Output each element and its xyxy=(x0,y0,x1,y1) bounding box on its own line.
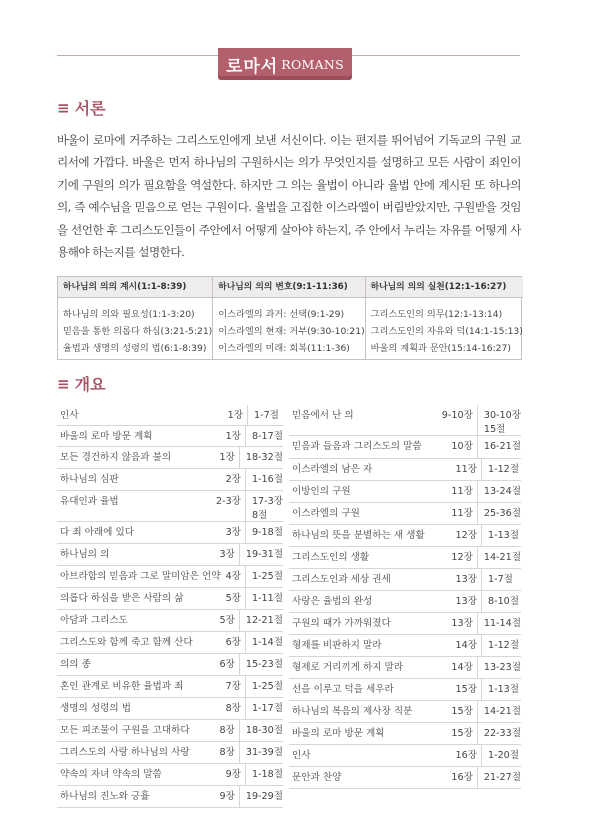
outline-verses: 11-14절 xyxy=(483,618,521,629)
outline-row xyxy=(57,522,283,544)
theme-header: 하나님의 의의 실천(12:1-16:27) xyxy=(366,277,523,298)
outline-chapter: 12장 xyxy=(441,547,478,568)
outline-row xyxy=(57,610,283,632)
intro-paragraph: 바울이 로마에 거주하는 그리스도인에게 보낸 서신이다. 이는 편지를 뛰어넘어 기독교의 구원 교리서에 가깝다. 바울은 먼저 하나님의 구원하시는 의가 무엇인지를 설명하고 모든 사람이 죄인이기에 구원의 의가 필요함을 역설한다. 하지만 그 의는 율법이 아니라 율법 안에 계시된 또 하나의 의, 즉 예수님을 믿음으로 얻는 구원이다. 율법을 고집한 이스라엘이 버림받았지만, 구원받을 것임을 선언한 후 그리스도인들이 주안에서 어떻게 살아야 하는지, 주 안에서 누리는 자유를 어떻게 사용해야 하는지를 설명한다. xyxy=(57,133,521,260)
outline-title: 바울의 로마 방문 계획 xyxy=(292,728,385,739)
outline-title: 사랑은 율법의 완성 xyxy=(292,596,373,607)
outline-row xyxy=(289,525,521,547)
outline-verses: 19-31절 xyxy=(245,549,283,560)
outline-chapter: 3장 xyxy=(203,522,246,543)
outline-verses: 30-10장 15절 xyxy=(483,410,521,435)
theme-items xyxy=(366,298,523,357)
outline-chapter: 9장 xyxy=(199,786,240,807)
outline-verses: 9-18절 xyxy=(251,527,283,538)
outline-title: 그리스도인의 생활 xyxy=(292,552,370,563)
outline-verses: 13-24절 xyxy=(483,486,521,497)
outline-chapter: 2장 xyxy=(203,469,246,490)
theme-column xyxy=(212,277,364,359)
outline-row xyxy=(289,591,521,613)
outline-verses: 12-21절 xyxy=(245,615,283,626)
outline-chapter: 9-10장 xyxy=(441,405,478,435)
outline-title: 믿음에서 난 의 xyxy=(292,410,354,421)
outline-row xyxy=(57,742,283,764)
outline-verses: 18-30절 xyxy=(245,725,283,736)
outline-verses: 8-10절 xyxy=(488,596,520,607)
outline-title: 인사 xyxy=(292,750,311,761)
outline-title: 하나님의 복음의 제사장 직분 xyxy=(292,706,413,717)
outline-title: 그리스도와 함께 죽고 함께 산다 xyxy=(60,637,193,648)
outline-chapter: 11장 xyxy=(441,503,478,524)
outline-verses: 13-23절 xyxy=(483,662,521,673)
outline-title: 형제로 거리끼게 하지 말라 xyxy=(292,662,404,673)
intro-heading xyxy=(57,96,106,119)
outline-row xyxy=(57,676,283,698)
outline-heading-text: 개요 xyxy=(74,375,106,394)
outline-row xyxy=(289,459,521,481)
theme-item: 이스라엘의 과거: 선택(9:1-29) xyxy=(218,309,345,320)
outline-chapter: 14장 xyxy=(441,657,478,678)
outline-row xyxy=(57,720,283,742)
theme-item: 율법과 생명의 성령의 법(6:1-8:39) xyxy=(63,343,207,354)
outline-row xyxy=(289,657,521,679)
outline-verses: 1-13절 xyxy=(488,684,520,695)
theme-item: 이스라엘의 현재: 거부(9:30-10:21) xyxy=(218,326,365,337)
outline-title: 혼인 관계로 비유한 율법과 죄 xyxy=(60,681,184,692)
outline-verses: 1-20절 xyxy=(488,750,520,761)
theme-header: 하나님의 의의 계시(1:1-8:39) xyxy=(58,277,212,298)
outline-verses: 1-11절 xyxy=(251,593,283,604)
outline-title: 문안과 찬양 xyxy=(292,772,342,783)
intro-heading-text: 서론 xyxy=(74,99,106,118)
outline-row xyxy=(57,654,283,676)
section-bars-icon: ≡ xyxy=(57,98,70,117)
outline-verses: 14-21절 xyxy=(483,706,521,717)
outline-title: 다 죄 아래에 있다 xyxy=(60,527,135,538)
outline-row xyxy=(57,544,283,566)
outline-verses: 1-25절 xyxy=(251,571,283,582)
outline-title: 유대인과 율법 xyxy=(60,496,119,507)
theme-header: 하나님의 의의 변호(9:1-11:36) xyxy=(213,277,364,298)
outline-title: 믿음과 들음과 그리스도의 말씀 xyxy=(292,441,422,452)
outline-verses: 21-27절 xyxy=(483,772,521,783)
outline-row xyxy=(57,566,283,588)
outline-verses: 1-12절 xyxy=(488,640,520,651)
book-title-badge xyxy=(218,48,352,80)
outline-title: 이스라엘의 구원 xyxy=(292,508,360,519)
outline-chapter: 14장 xyxy=(444,635,482,656)
outline-verses: 1-14절 xyxy=(251,637,283,648)
outline-title: 이스라엘의 남은 자 xyxy=(292,464,373,475)
outline-title: 약속의 자녀 약속의 말씀 xyxy=(60,769,162,780)
theme-column xyxy=(365,277,523,359)
outline-chapter: 8장 xyxy=(199,720,240,741)
outline-chapter: 15장 xyxy=(444,679,482,700)
outline-title: 구원의 때가 가까워졌다 xyxy=(292,618,391,629)
outline-chapter: 1장 xyxy=(203,426,246,446)
outline-title: 하나님의 뜻을 분별하는 새 생활 xyxy=(292,530,425,541)
outline-chapter: 7장 xyxy=(203,676,246,697)
outline-chapter: 12장 xyxy=(444,525,482,546)
outline-verses: 19-29절 xyxy=(245,791,283,802)
outline-title: 하나님의 진노와 긍휼 xyxy=(60,791,150,802)
outline-row xyxy=(289,635,521,657)
outline-chapter: 16장 xyxy=(444,745,482,766)
theme-item: 믿음을 통한 의롭다 하심(3:21-5:21) xyxy=(63,326,213,337)
book-title-korean: 로마서 xyxy=(225,56,279,77)
outline-title: 이방인의 구원 xyxy=(292,486,351,497)
outline-title: 아담과 그리스도 xyxy=(60,615,128,626)
outline-chapter: 16장 xyxy=(441,767,478,788)
outline-chapter: 15장 xyxy=(441,701,478,722)
theme-item: 바울의 계획과 문안(15:14-16:27) xyxy=(370,343,511,354)
outline-row xyxy=(289,679,521,701)
outline-title: 의의 종 xyxy=(60,659,91,670)
outline-chapter: 5장 xyxy=(199,610,240,631)
outline-row xyxy=(289,481,521,503)
outline-row xyxy=(57,491,283,522)
outline-row xyxy=(289,547,521,569)
outline-chapter: 13장 xyxy=(444,591,482,612)
outline-row xyxy=(289,701,521,723)
outline-title: 선을 이루고 덕을 세우라 xyxy=(292,684,394,695)
outline-chapter: 8장 xyxy=(203,698,246,719)
outline-left-column xyxy=(57,405,283,808)
outline-title: 아브라함의 믿음과 그로 말미암은 언약 xyxy=(60,571,221,582)
theme-item: 그리스도인의 자유와 덕(14:1-15:13) xyxy=(370,326,523,337)
themes-table xyxy=(57,276,522,360)
outline-verses: 1-18절 xyxy=(251,769,283,780)
outline-row xyxy=(57,698,283,720)
theme-items xyxy=(58,298,212,357)
outline-row xyxy=(289,723,521,745)
outline-chapter: 4장 xyxy=(205,566,246,587)
outline-chapter: 6장 xyxy=(199,654,240,675)
outline-title: 하나님의 심판 xyxy=(60,474,119,485)
outline-title: 인사 xyxy=(60,410,79,421)
outline-verses: 22-33절 xyxy=(483,728,521,739)
outline-verses: 1-25절 xyxy=(251,681,283,692)
theme-item: 하나님의 의와 필요성(1:1-3:20) xyxy=(63,309,195,320)
outline-verses: 1-12절 xyxy=(488,464,520,475)
book-title-english: ROMANS xyxy=(281,56,345,72)
outline-title: 하나님의 의 xyxy=(60,549,110,560)
outline-verses: 25-36절 xyxy=(483,508,521,519)
outline-chapter: 1장 xyxy=(205,405,248,425)
outline-chapter: 13장 xyxy=(444,569,482,590)
outline-row xyxy=(57,632,283,654)
outline-row xyxy=(57,405,283,426)
outline-verses: 1-7절 xyxy=(488,574,513,585)
outline-title: 생명의 성령의 법 xyxy=(60,703,131,714)
theme-items xyxy=(213,298,364,357)
outline-verses: 18-32절 xyxy=(245,452,283,463)
outline-verses: 1-16절 xyxy=(251,474,283,485)
theme-item: 그리스도인의 의무(12:1-13:14) xyxy=(370,309,503,320)
outline-title: 형제를 비판하지 말라 xyxy=(292,640,382,651)
outline-verses: 31-39절 xyxy=(245,747,283,758)
theme-column xyxy=(58,277,212,359)
outline-chapter: 11장 xyxy=(441,481,478,502)
outline-chapter: 15장 xyxy=(441,723,478,744)
outline-verses: 14-21절 xyxy=(483,552,521,563)
outline-row xyxy=(289,745,521,767)
outline-row xyxy=(57,786,283,808)
outline-chapter: 9장 xyxy=(203,764,246,785)
outline-title: 그리스도인과 세상 권세 xyxy=(292,574,391,585)
outline-row xyxy=(289,613,521,635)
outline-chapter: 13장 xyxy=(441,613,478,634)
outline-verses: 16-21절 xyxy=(483,441,521,452)
outline-chapter: 11장 xyxy=(444,459,482,480)
outline-row xyxy=(57,588,283,610)
theme-item: 이스라엘의 미래: 회복(11:1-36) xyxy=(218,343,350,354)
outline-title: 바울의 로마 방문 계획 xyxy=(60,431,153,442)
outline-chapter: 3장 xyxy=(199,544,240,565)
outline-row xyxy=(57,426,283,447)
outline-row xyxy=(289,569,521,591)
outline-verses: 15-23절 xyxy=(245,659,283,670)
outline-chapter: 2-3장 xyxy=(203,491,246,521)
section-bars-icon: ≡ xyxy=(57,374,70,393)
outline-chapter: 8장 xyxy=(199,742,240,763)
outline-row xyxy=(289,503,521,525)
outline-row xyxy=(289,767,521,789)
outline-title: 그리스도의 사랑 하나님의 사랑 xyxy=(60,747,190,758)
outline-title: 의롭다 하심을 받은 사람의 삶 xyxy=(60,593,184,604)
outline-chapter: 1장 xyxy=(199,447,240,468)
outline-chapter: 5장 xyxy=(203,588,246,609)
outline-row xyxy=(57,447,283,469)
outline-heading xyxy=(57,372,106,395)
outline-row xyxy=(289,436,521,459)
outline-row xyxy=(289,405,521,436)
outline-row xyxy=(57,764,283,786)
outline-verses: 17-3장 8절 xyxy=(251,496,283,521)
outline-verses: 8-17절 xyxy=(251,431,283,442)
outline-title: 모든 경건하지 않음과 불의 xyxy=(60,452,172,463)
outline-title: 모든 피조물이 구원을 고대하다 xyxy=(60,725,190,736)
outline-row xyxy=(57,469,283,491)
outline-verses: 1-7절 xyxy=(254,410,279,421)
outline-right-column xyxy=(289,405,521,789)
outline-verses: 1-17절 xyxy=(251,703,283,714)
outline-chapter: 6장 xyxy=(203,632,246,653)
outline-verses: 1-13절 xyxy=(488,530,520,541)
outline-chapter: 10장 xyxy=(441,436,478,458)
